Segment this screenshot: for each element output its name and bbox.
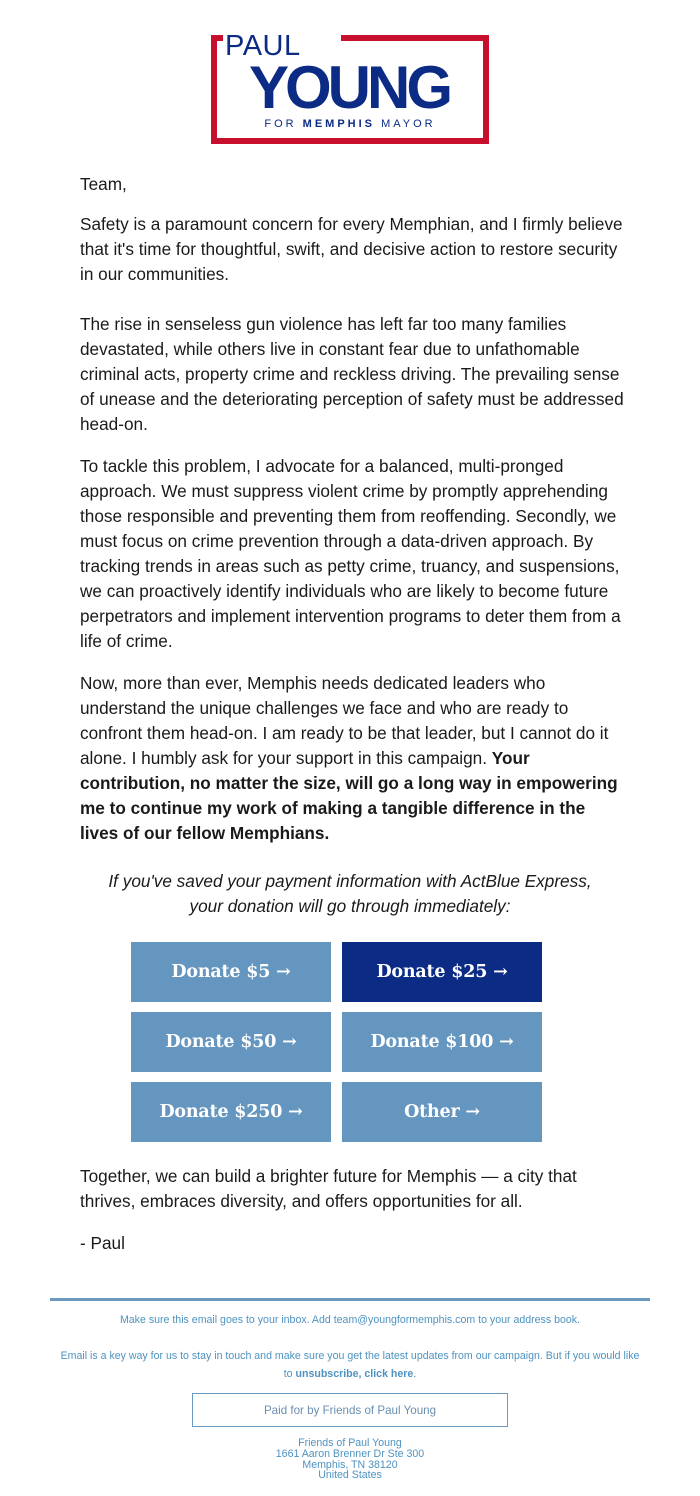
paragraph-approach: To tackle this problem, I advocate for a balanced, multi-pronged approach. We must suppress violent crime by promptly apprehending those responsible and preventing them from reoffending. Secondly, we must focus on crime prevention through a data-driven approach. By tracking trends in areas such as petty crime, truancy, and suspensions, we can proactively identify individuals who are likely to become future perpetrators and implement intervention programs to deter them from a life of crime.	[80, 456, 621, 651]
logo-tagline: FOR MEMPHIS MAYOR	[264, 118, 436, 130]
greeting: Team,	[80, 174, 127, 194]
donate-50-button[interactable]: Donate $50 →	[131, 1012, 331, 1072]
paragraph-safety: Safety is a paramount concern for every Memphian, and I firmly believe that it's time for thoughtful, swift, and decisive action to restore security in our communities.	[80, 214, 623, 284]
paid-for-text: Paid for by Friends of Paul Young	[263, 1403, 437, 1417]
inbox-note: Make sure this email goes to your inbox. Add team@youngformemphis.com to your address book.	[119, 1314, 581, 1326]
address-street: 1661 Aaron Brenner Dr Ste 300	[275, 1447, 425, 1460]
donate-25-button[interactable]: Donate $25 →	[342, 942, 542, 1002]
appeal-text: Now, more than ever, Memphis needs dedicated leaders who understand the unique challenges we face and who are ready to confront them head-on. I am ready to be that leader, but I cannot do it alone. I humbly ask for your support in this campaign.	[80, 673, 609, 768]
donate-100-button[interactable]: Donate $100 →	[342, 1012, 542, 1072]
signoff: - Paul	[80, 1233, 125, 1253]
donate-5-button[interactable]: Donate $5 →	[131, 942, 331, 1002]
email-body	[80, 172, 625, 863]
unsubscribe-link[interactable]: unsubscribe, click here	[295, 1368, 414, 1380]
donate-other-button[interactable]: Other →	[342, 1082, 542, 1142]
stay-in-touch-text: Email is a key way for us to stay in touch and make sure you get the latest updates from our campaign. But if you would like to	[60, 1350, 640, 1380]
address-org: Friends of Paul Young	[298, 1437, 402, 1449]
paid-for-box	[192, 1393, 508, 1427]
footer-divider	[50, 1298, 650, 1301]
donate-250-button[interactable]: Donate $250 →	[131, 1082, 331, 1142]
logo-last-name: YOUNG	[248, 54, 450, 121]
address-city: Memphis, TN 38120	[302, 1458, 398, 1471]
paragraph-appeal	[80, 671, 625, 846]
address-country: United States	[318, 1469, 382, 1482]
actblue-note-line-2: your donation will go through immediately:	[189, 896, 511, 916]
stay-in-touch-note: Email is a key way for us to stay in touch and make sure you get the latest updates from our campaign. But if you would like to unsubscribe, click here.	[60, 1350, 640, 1380]
actblue-note	[50, 869, 650, 919]
mailing-address	[200, 1438, 500, 1481]
closing-paragraph: Together, we can build a brighter future for Memphis — a city that thrives, embraces diversity, and offers opportunities for all.	[80, 1166, 577, 1211]
campaign-logo	[211, 33, 489, 144]
logo-first-name: PAUL	[225, 33, 301, 62]
closing-section	[80, 1164, 625, 1256]
actblue-note-line-1: If you've saved your payment information with ActBlue Express,	[108, 871, 592, 891]
appeal-bold-text: Your contribution, no matter the size, will go a long way in empowering me to continue my work of making a tangible difference in the lives of our fellow Memphians.	[80, 748, 618, 843]
paragraph-gun-violence: The rise in senseless gun violence has left far too many families devastated, while others live in constant fear due to unfathomable criminal acts, property crime and reckless driving. The prevailing sense of unease and the deteriorating perception of safety must be addressed head-on.	[80, 314, 624, 434]
